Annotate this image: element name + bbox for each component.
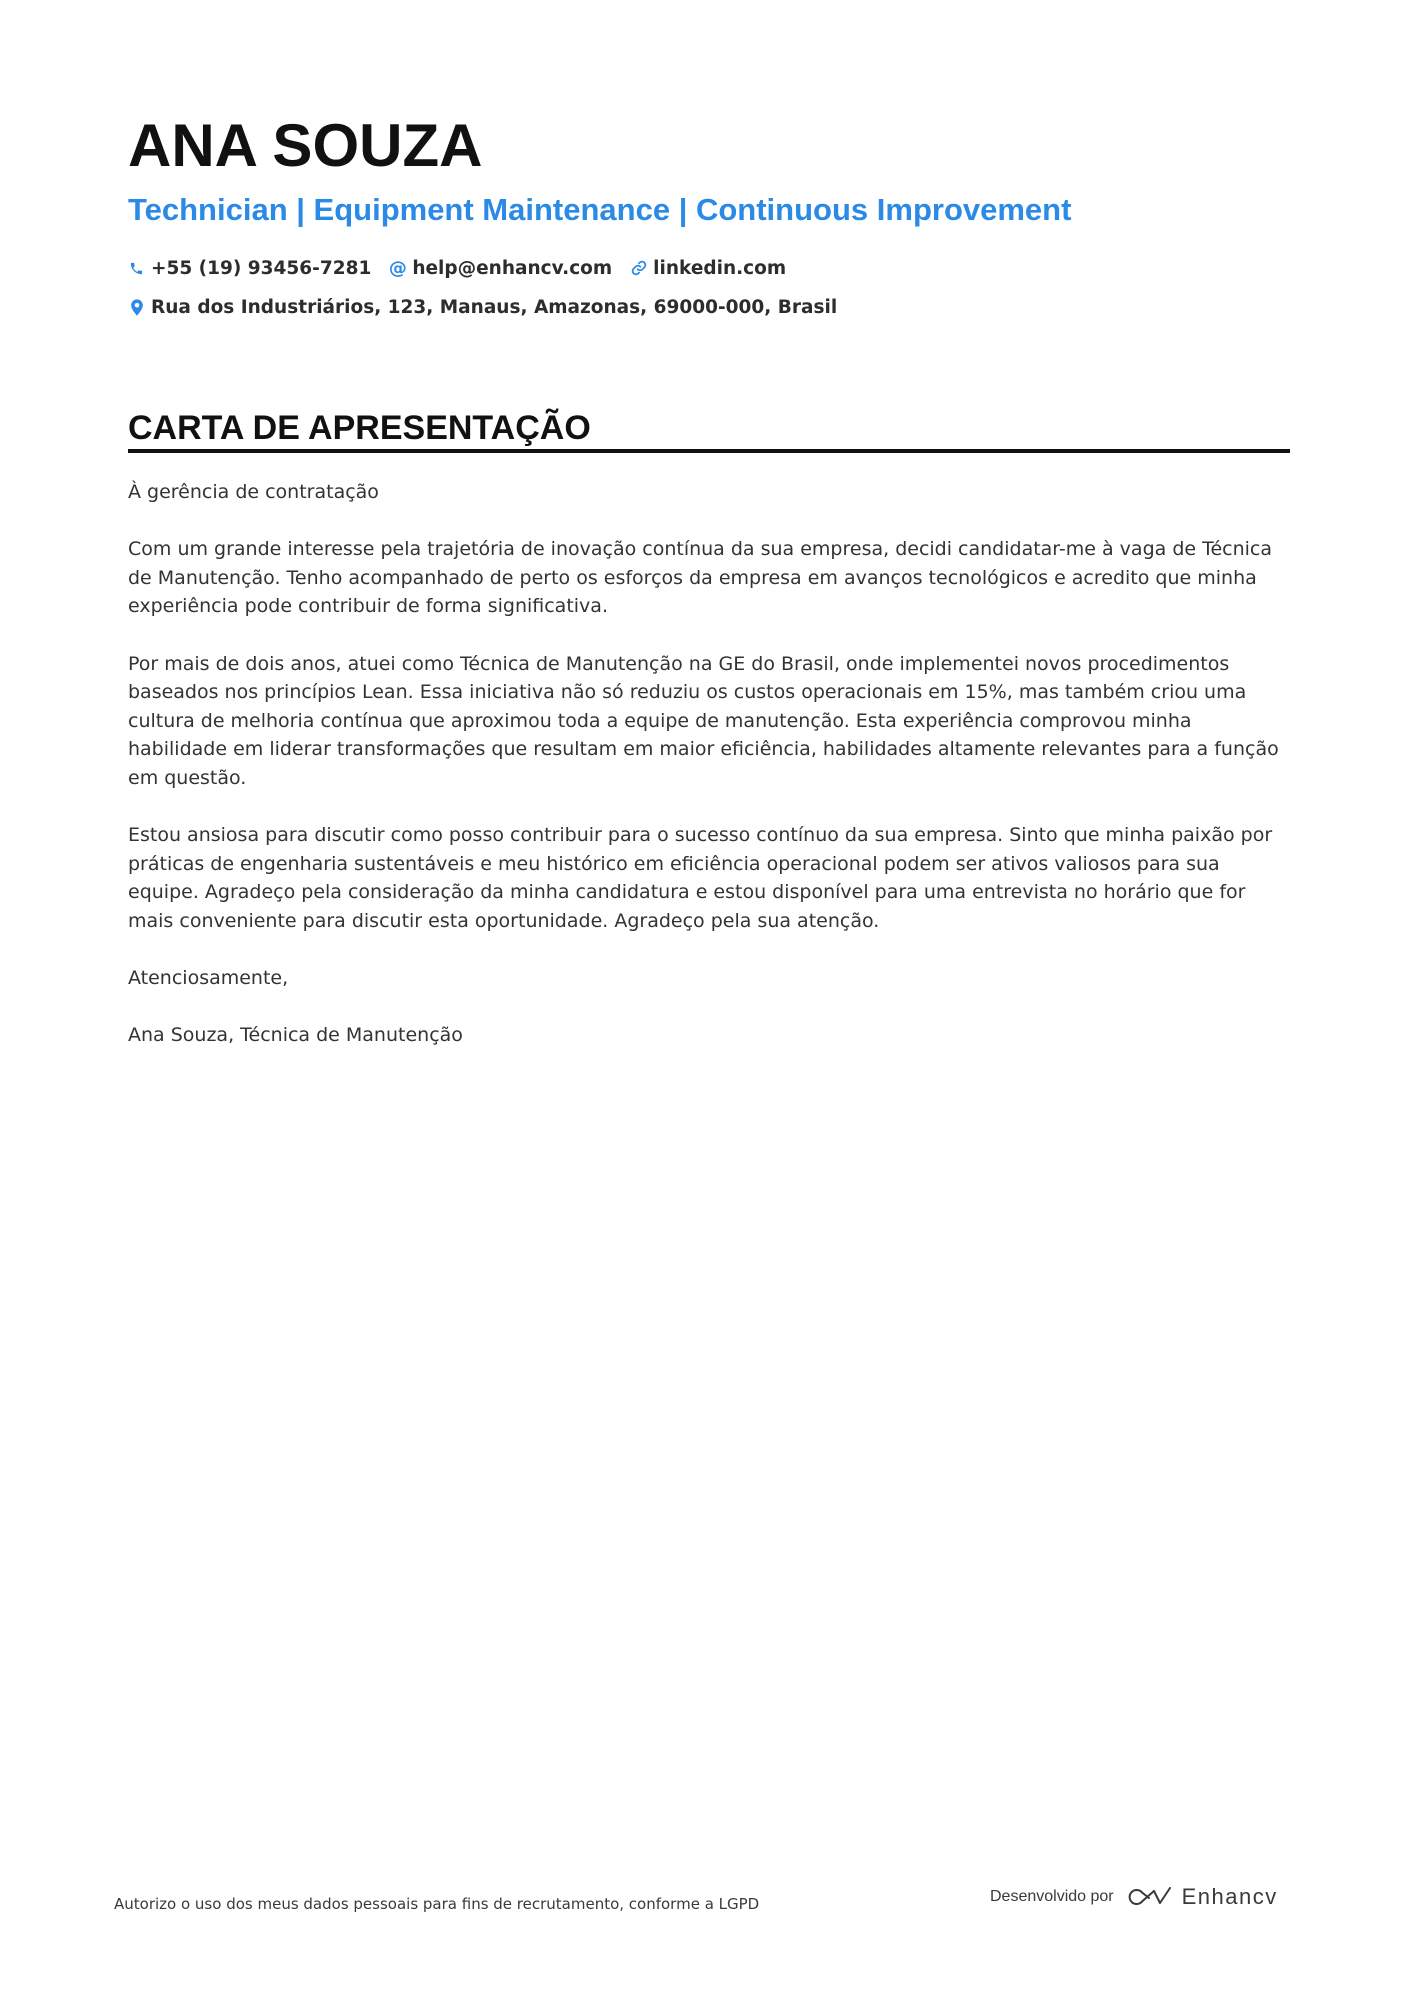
enhancv-logo-icon: [1126, 1885, 1172, 1909]
letter-closing: Atenciosamente,: [128, 967, 289, 990]
candidate-name: ANA SOUZA: [128, 112, 483, 179]
contact-phone[interactable]: [128, 258, 371, 279]
contact-row-primary: [128, 254, 804, 282]
contact-email[interactable]: [389, 258, 612, 279]
contact-linkedin-text: linkedin.com: [653, 257, 787, 279]
contact-phone-text: +55 (19) 93456-7281: [151, 257, 372, 279]
contact-address-text: Rua dos Industriários, 123, Manaus, Amazonas, 69000-000, Brasil: [151, 296, 838, 318]
contact-row-address: [128, 293, 855, 321]
letter-paragraph-3: Estou ansiosa para discutir como posso contribuir para o sucesso contínuo da sua empresa. Sinto que minha paixão por práticas de engenharia sustentáveis e meu histórico em eficiência operacional podem ser ativos valiosos para sua equipe. Agradeço pela consideração da minha candidatura e estou disponível para uma entrevista no horário que for mais conveniente para discutir esta oportunidade. Agradeço pela sua atenção.: [128, 824, 1273, 932]
link-icon: [630, 260, 647, 277]
phone-icon: [128, 260, 145, 277]
section-divider: [128, 449, 1290, 453]
location-pin-icon: [128, 299, 145, 316]
footer-consent: Autorizo o uso dos meus dados pessoais para fins de recrutamento, conforme a LGPD: [114, 1895, 760, 1913]
brand-name: Enhancv: [1181, 1884, 1278, 1909]
contact-linkedin[interactable]: [630, 258, 786, 279]
letter-paragraph-1: Com um grande interesse pela trajetória de inovação contínua da sua empresa, decidi candidatar-me à vaga de Técnica de Manutenção. Tenho acompanhado de perto os esforços da empresa em avanços tecnológicos e acredito que minha experiência pode contribuir de forma significativa.: [128, 538, 1273, 618]
powered-by-label: Desenvolvido por: [990, 1888, 1114, 1905]
contact-email-text: help@enhancv.com: [412, 257, 613, 279]
candidate-headline: Technician | Equipment Maintenance | Continuous Improvement: [128, 192, 1072, 227]
contact-address: [128, 297, 837, 318]
section-title: CARTA DE APRESENTAÇÃO: [128, 409, 591, 447]
letter-paragraph-2: Por mais de dois anos, atuei como Técnica de Manutenção na GE do Brasil, onde implementei novos procedimentos baseados nos princípios Lean. Essa iniciativa não só reduziu os custos operacionais em 15%, mas também criou uma cultura de melhoria contínua que aproximou toda a equipe de manutenção. Esta experiência comprovou minha habilidade em liderar transformações que resultam em maior eficiência, habilidades altamente relevantes para a função em questão.: [128, 652, 1279, 789]
at-icon: @: [388, 257, 407, 279]
letter-body: [128, 478, 1290, 1078]
footer-powered-by[interactable]: [990, 1884, 1278, 1910]
letter-salutation: À gerência de contratação: [128, 481, 379, 503]
letter-signature: Ana Souza, Técnica de Manutenção: [128, 1024, 463, 1047]
